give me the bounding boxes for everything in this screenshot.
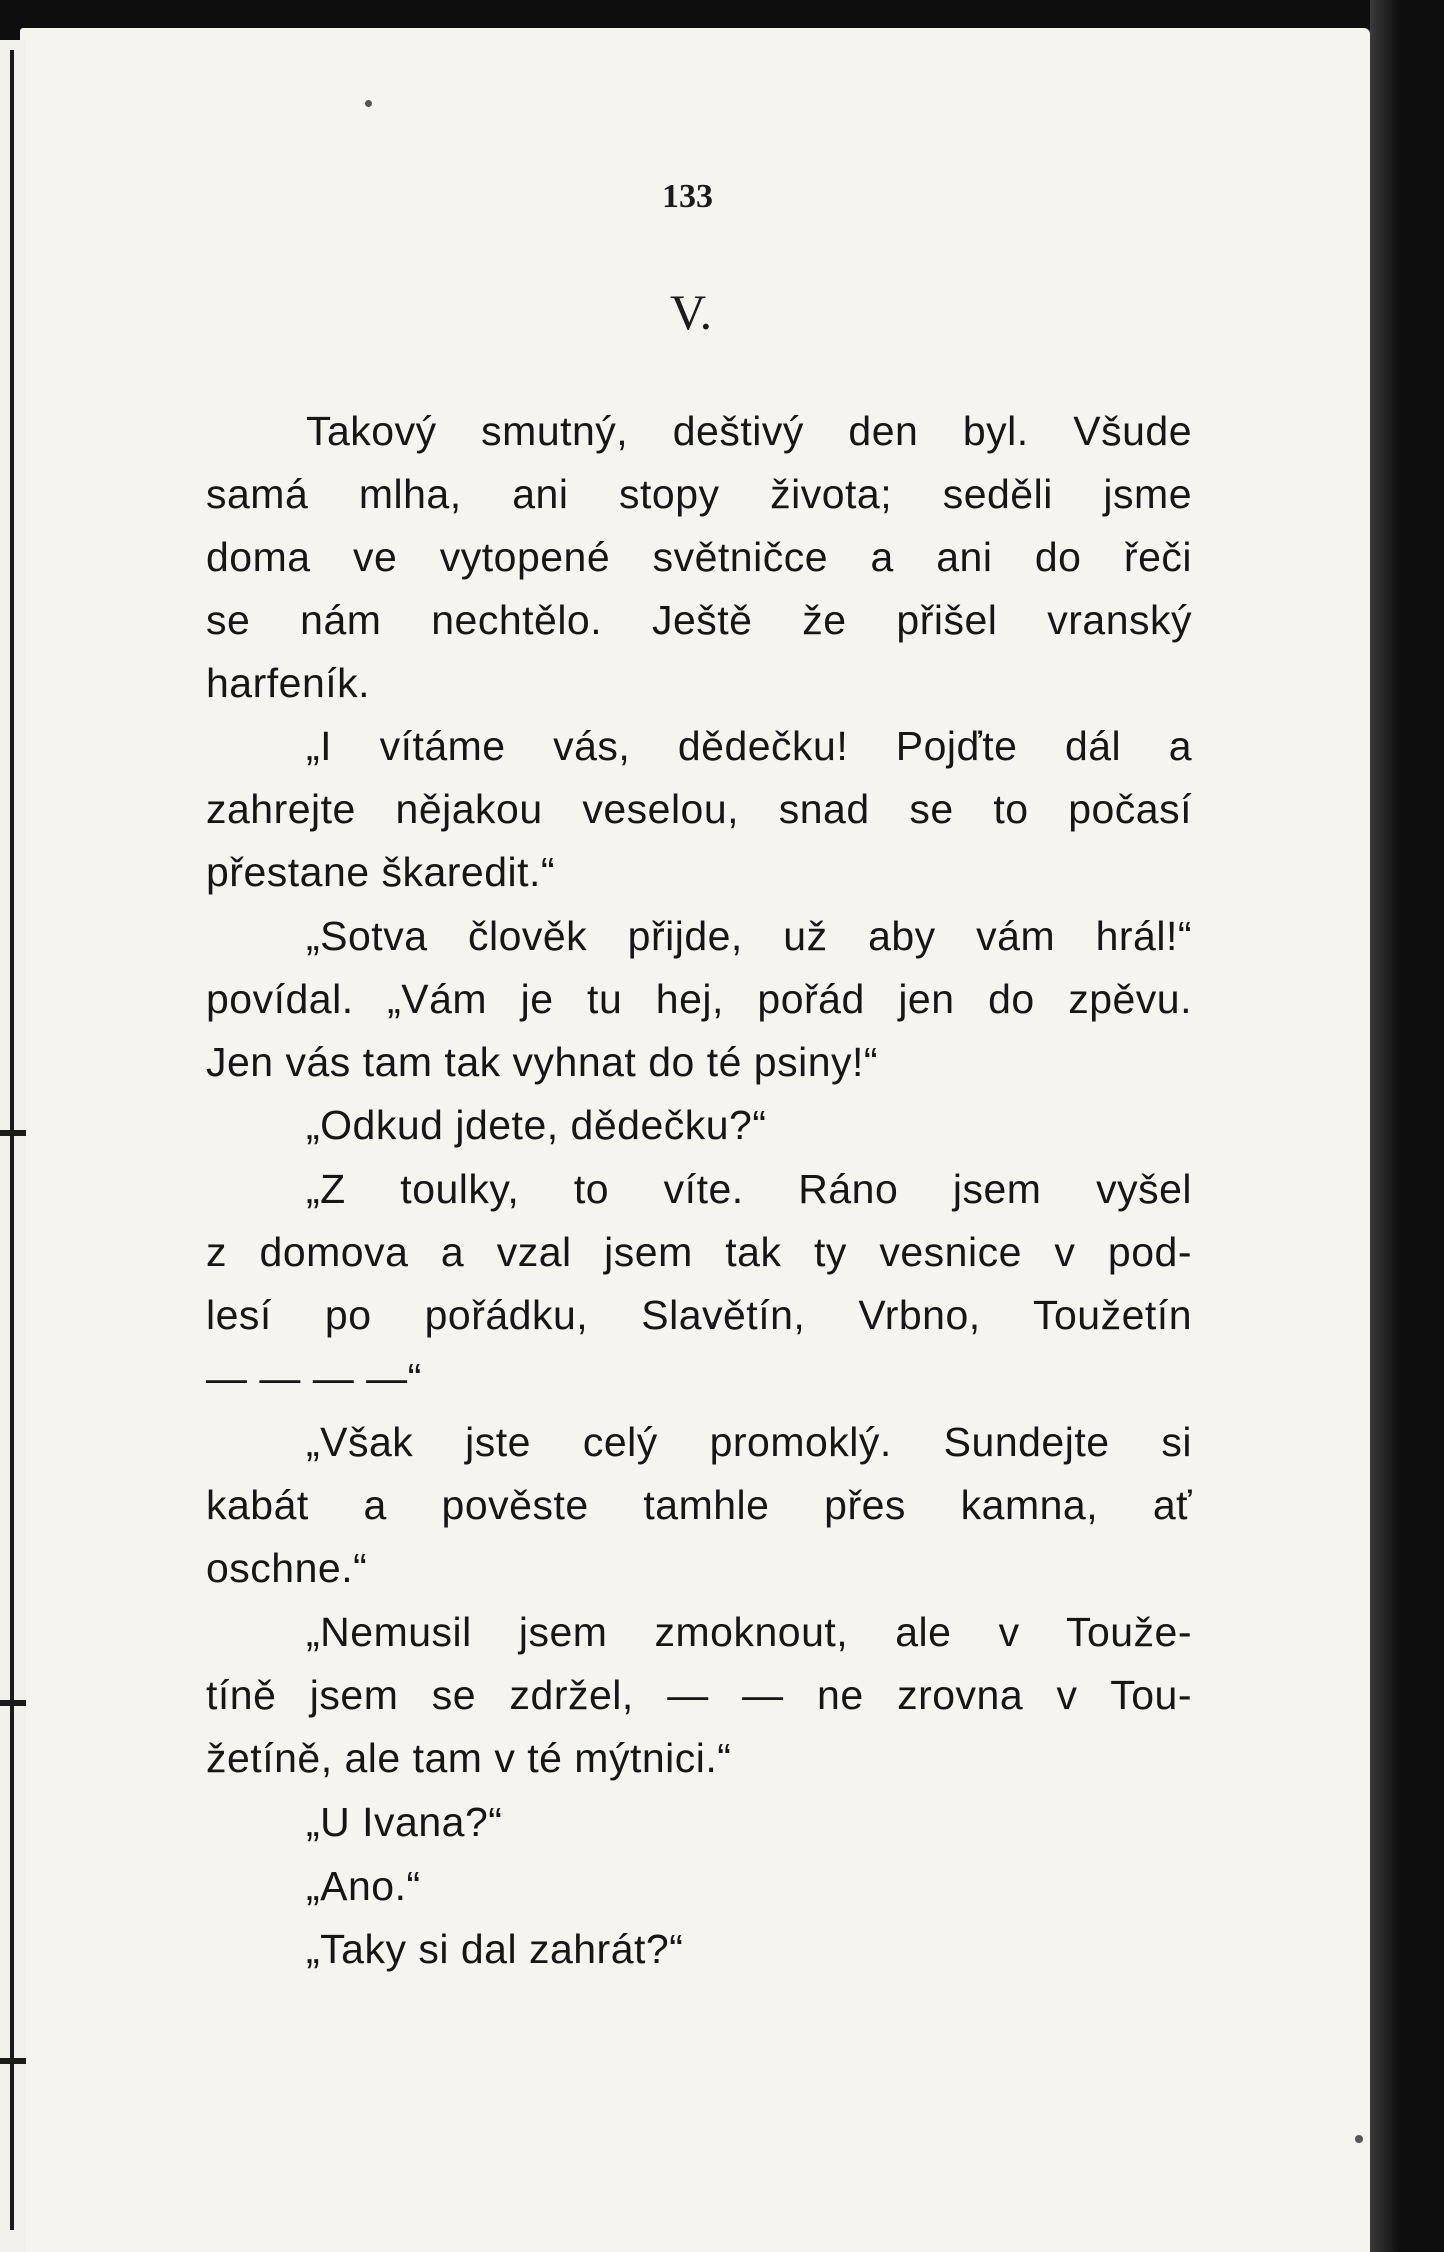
- text-line: Takový smutný, deštivý den byl. Všude: [306, 408, 1192, 454]
- text-line: zahrejte nějakou veselou, snad se to počasí: [206, 786, 1192, 832]
- text-line: „Taky si dal zahrát?“: [306, 1926, 684, 1972]
- text-line: přestane škaredit.“: [206, 849, 556, 895]
- page-edge-shadow: [1370, 0, 1444, 2252]
- text-line: doma ve vytopené světničce a ani do řeči: [206, 534, 1192, 580]
- binding-rule: [10, 50, 14, 2230]
- text-line: „Ano.“: [306, 1863, 421, 1909]
- text-line: „Z toulky, to víte. Ráno jsem vyšel: [306, 1166, 1192, 1212]
- speck: [1355, 2135, 1363, 2143]
- text-line: žetíně, ale tam v té mýtnici.“: [206, 1735, 732, 1781]
- binding-mark: [0, 1700, 26, 1706]
- binding-edge: [0, 40, 26, 2252]
- binding-mark: [0, 2058, 26, 2064]
- text-line: tíně jsem se zdržel, — — ne zrovna v Tou-: [206, 1672, 1192, 1718]
- text-line: „Sotva člověk přijde, už aby vám hrál!“: [306, 913, 1192, 959]
- text-line: se nám nechtělo. Ještě že přišel vranský: [206, 597, 1192, 643]
- text-line: „U Ivana?“: [306, 1799, 503, 1845]
- text-line: — — — —“: [206, 1355, 422, 1401]
- text-line: samá mlha, ani stopy života; seděli jsme: [206, 471, 1192, 517]
- page-number: 133: [662, 178, 713, 215]
- text-line: kabát a pověste tamhle přes kamna, ať: [206, 1482, 1192, 1528]
- text-line: oschne.“: [206, 1545, 368, 1591]
- text-line: Jen vás tam tak vyhnat do té psiny!“: [206, 1039, 879, 1085]
- text-line: „Však jste celý promoklý. Sundejte si: [306, 1419, 1192, 1465]
- text-line: povídal. „Vám je tu hej, pořád jen do zpěvu.: [206, 976, 1192, 1022]
- text-line: z domova a vzal jsem tak ty vesnice v pod-: [206, 1229, 1192, 1275]
- text-line: harfeník.: [206, 660, 371, 706]
- text-line: „Odkud jdete, dědečku?“: [306, 1102, 767, 1148]
- speck: [365, 100, 372, 107]
- binding-mark: [0, 1130, 26, 1136]
- text-line: „Nemusil jsem zmoknout, ale v Touže-: [306, 1609, 1192, 1655]
- text-line: „I vítáme vás, dědečku! Pojďte dál a: [306, 723, 1192, 769]
- chapter-heading: V.: [670, 284, 713, 340]
- text-line: lesí po pořádku, Slavětín, Vrbno, Toužetín: [206, 1292, 1192, 1338]
